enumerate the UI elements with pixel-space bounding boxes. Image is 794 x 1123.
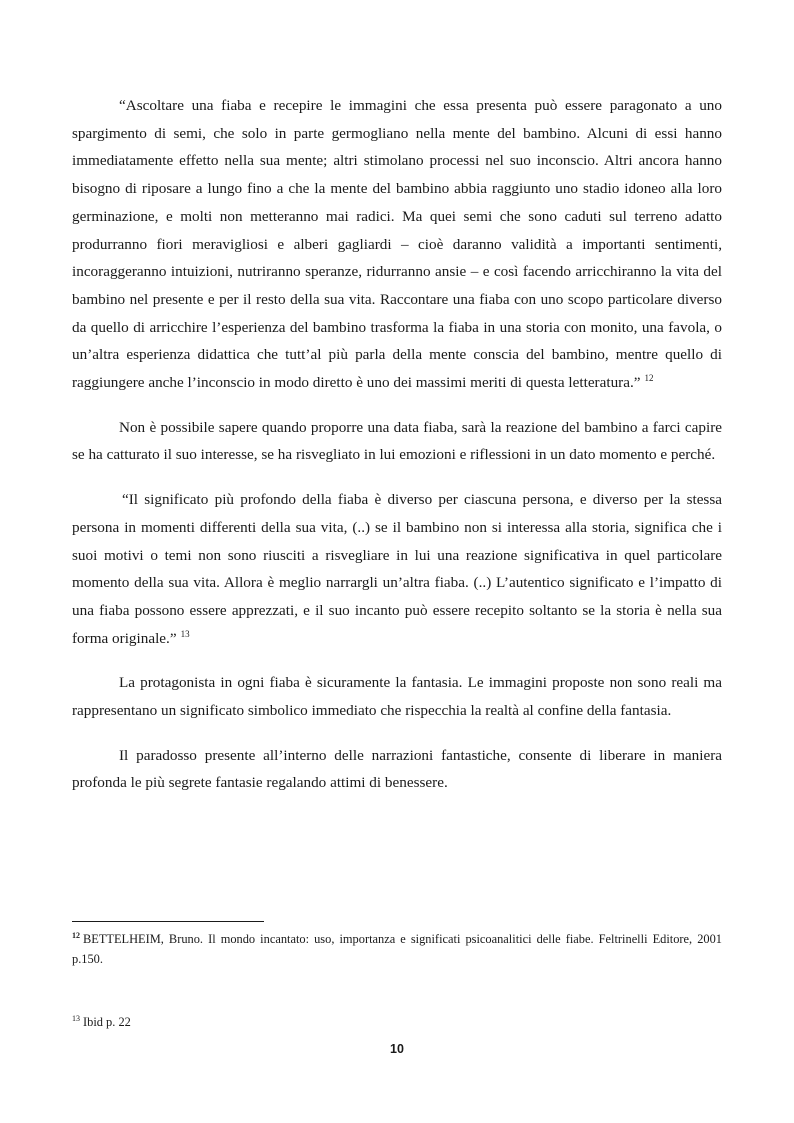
paragraph-quote-1 [72, 92, 722, 397]
paragraph-quote-2 [72, 486, 722, 652]
footnote-ref-12[interactable]: 12 [644, 373, 654, 384]
footnote-text: Ibid p. 22 [83, 1015, 131, 1029]
paragraph-4 [72, 669, 722, 724]
paragraph-5 [72, 742, 722, 797]
footnote-divider [72, 921, 264, 922]
footnote-text: BETTELHEIM, Bruno. Il mondo incantato: uso, importanza e significati psicoanalitici delle fiabe. Feltrinelli Editore, 2001 p.150. [72, 932, 722, 966]
body-text [72, 92, 722, 814]
footnote-mark: 12 [72, 931, 80, 940]
footnote-ref-13[interactable]: 13 [180, 628, 190, 639]
footnote-13 [72, 1012, 722, 1032]
paragraph-text: La protagonista in ogni fiaba è sicuramente la fantasia. Le immagini proposte non sono reali ma rappresentano un significato simbolico immediato che rispecchia la realtà al confine della fantasia. [72, 674, 722, 720]
paragraph-2 [72, 414, 722, 469]
paragraph-text: Il paradosso presente all’interno delle narrazioni fantastiche, consente di liberare in maniera profonda le più segrete fantasie regalando attimi di benessere. [72, 746, 722, 792]
page-number: 10 [390, 1042, 404, 1056]
footnote-mark: 13 [72, 1014, 80, 1023]
paragraph-text: “Il significato più profondo della fiaba è diverso per ciascuna persona, e diverso per la stessa persona in momenti differenti della sua vita, (..) se il bambino non si interessa alla storia, significa che i suoi motivi o temi non sono riusciti a risvegliare in lui una reazione significativa in quel particolare momento della sua vita. Allora è meglio narrargli un’altra fiaba. (..) L’autentico significato e l’impatto di una fiaba possono essere apprezzati, e il suo incanto può essere recepito soltanto se la storia è nella sua forma originale.” [72, 491, 722, 647]
paragraph-text: Non è possibile sapere quando proporre una data fiaba, sarà la reazione del bambino a farci capire se ha catturato il suo interesse, se ha risvegliato in lui emozioni e riflessioni in un dato momento e perché. [72, 418, 722, 464]
footnote-12 [72, 929, 722, 969]
paragraph-text: “Ascoltare una fiaba e recepire le immagini che essa presenta può essere paragonato a uno spargimento di semi, che solo in parte germogliano nella mente del bambino. Alcuni di essi hanno immediatamente effetto nella sua mente; altri stimolano processi nel suo inconscio. Altri ancora hanno bisogno di riposare a lungo fino a che la mente del bambino abbia raggiunto uno stadio idoneo alla loro germinazione, e molti non metteranno mai radici. Ma quei semi che sono caduti sul terreno adatto produrranno fiori meravigliosi e alberi gagliardi – cioè daranno validità a importanti sentimenti, incoraggeranno intuizioni, nutriranno speranze, ridurranno ansie – e così facendo arricchiranno la vita del bambino nel presente e per il resto della sua vita. Raccontare una fiaba con uno scopo particolare diverso da quello di arricchire l’esperienza del bambino trasforma la fiaba in una storia con monito, una favola, o un’altra esperienza didattica che tutt’al più parla della mente conscia del bambino, mentre quello di raggiungere anche l’inconscio in modo diretto è uno dei massimi meriti di questa letteratura.” [72, 97, 722, 392]
